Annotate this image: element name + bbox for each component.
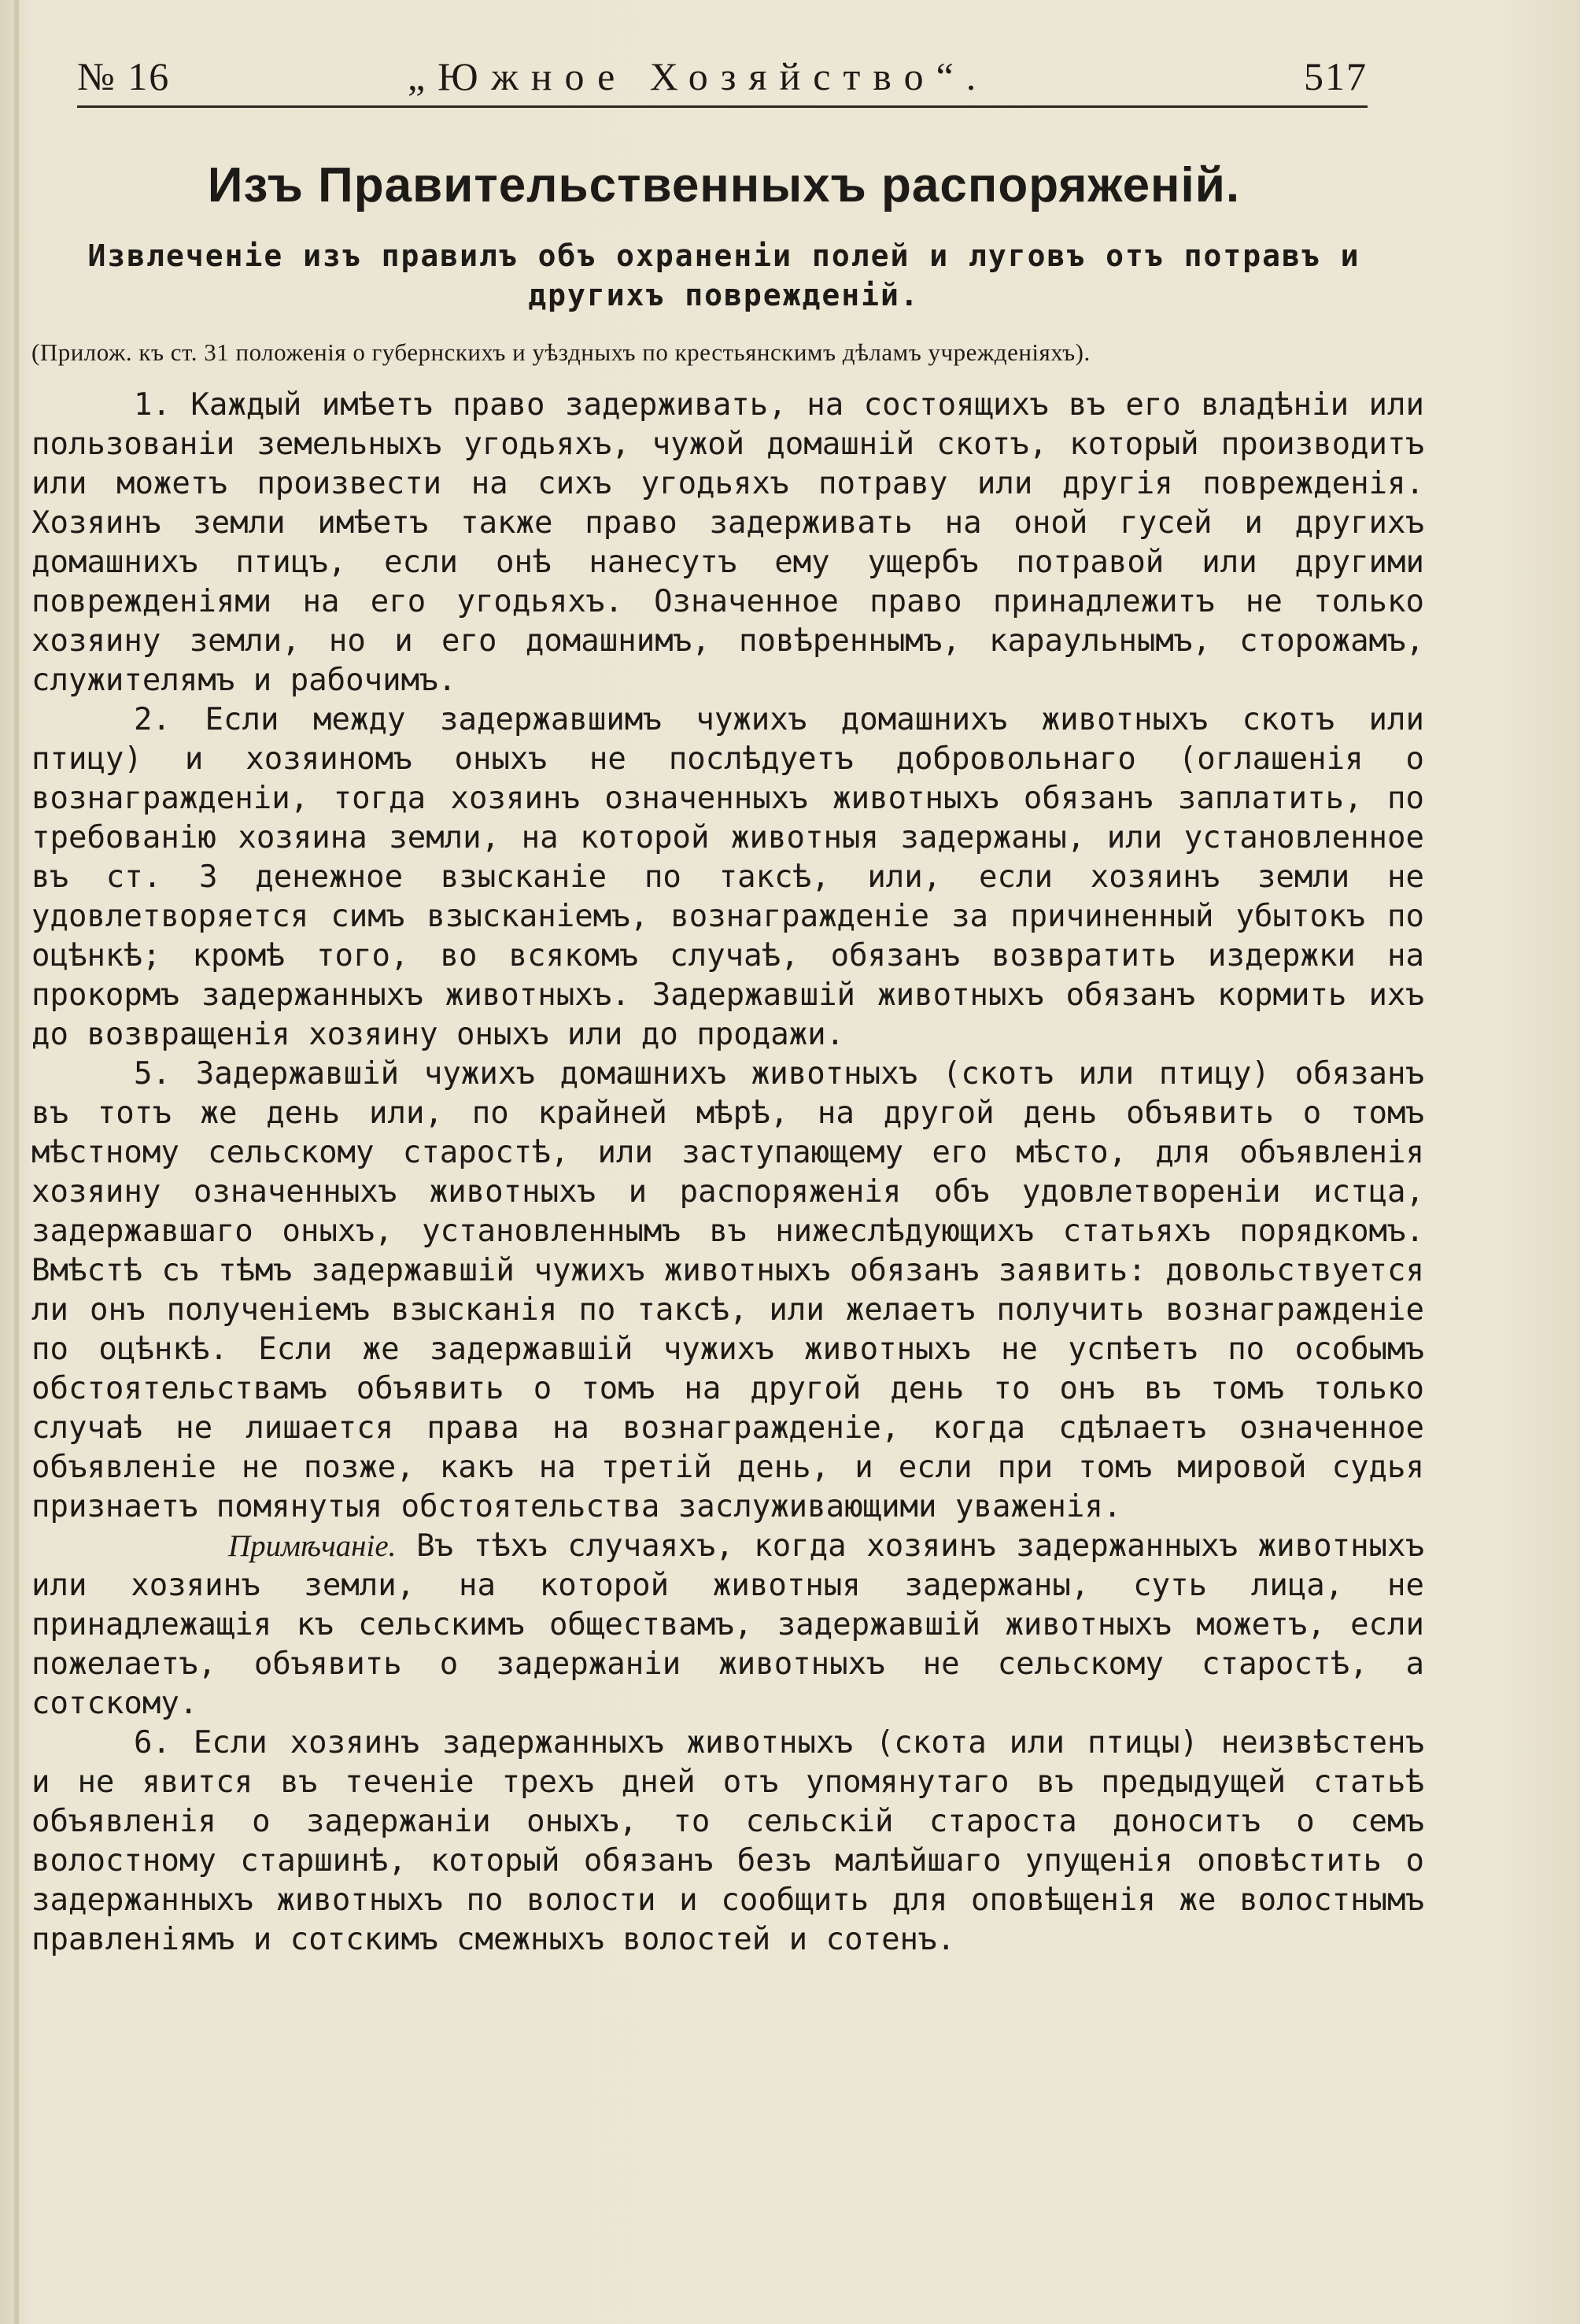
page-number: 517 (1304, 54, 1368, 98)
note-text: Въ тѣхъ случаяхъ, когда хозяинъ задержанныхъ животныхъ или хозяинъ земли, на которой животныя задержаны, суть лица, не принадлежащія къ сельскимъ обществамъ, задержавшій животныхъ можетъ, если пожелаетъ, объявить о задержаніи животныхъ не сельскому старостѣ, а сотскому. (31, 1528, 1425, 1721)
paragraph-2: 2. Если между задержавшимъ чужихъ домашнихъ животныхъ скотъ или птицу) и хозяиномъ оныхъ не послѣдуетъ добровольнаго (оглашенія о вознагражденіи, тогда хозяинъ означенныхъ животныхъ обязанъ заплатить, по требованію хозяина земли, на которой животныя задержаны, или установленное въ ст. 3 денежное взысканіе по таксѣ, или, если хозяинъ земли не удовлетворяется симъ взысканіемъ, вознагражденіе за причиненный убытокъ по оцѣнкѣ; кромѣ того, во всякомъ случаѣ, обязанъ возвратить издержки на прокормъ задержанныхъ животныхъ. Задержавшій животныхъ обязанъ кормить ихъ до возвращенія хозяину оныхъ или до продажи. (31, 702, 1424, 1052)
paragraph-5: 5. Задержавшій чужихъ домашнихъ животныхъ (скотъ или птицу) обязанъ въ тотъ же день или, по крайней мѣрѣ, на другой день объявить о томъ мѣстному сельскому старостѣ, или заступающему его мѣсто, для объявленія хозяину означенныхъ животныхъ и распоряженія объ удовлетвореніи истца, задержавшаго оныхъ, установленнымъ въ нижеслѣдующихъ статьяхъ порядкомъ. Вмѣстѣ съ тѣмъ задержавшій чужихъ животныхъ обязанъ заявить: довольствуется ли онъ полученіемъ взысканія по таксѣ, или желаетъ получить вознагражденіе по оцѣнкѣ. Если же задержавшій чужихъ животныхъ не успѣетъ по особымъ обстоятельствамъ объявить о томъ на другой день то онъ въ томъ только случаѣ не лишается права на вознагражденіе, когда сдѣлаетъ означенное объявленіе не позже, какъ на третій день, и если при томъ мировой судья признаетъ помянутыя обстоятельства заслуживающими уваженія. (31, 1056, 1424, 1524)
article-title: Изъ Правительственныхъ распоряженій. (207, 158, 1241, 212)
issue-number: № 16 (77, 54, 171, 98)
paragraph-1: 1. Каждый имѣетъ право задерживать, на состоящихъ въ его владѣніи или пользованіи земельныхъ угодьяхъ, чужой домашній скотъ, который производитъ или можетъ произвести на сихъ угодьяхъ потраву или другія поврежденія. Хозяинъ земли имѣетъ также право задерживать на оной гусей и другихъ домашнихъ птицъ, если онѣ нанесутъ ему ущербъ потравой или другими поврежденіями на его угодьяхъ. Означенное право принадлежитъ не только хозяину земли, но и его домашнимъ, повѣреннымъ, караульнымъ, сторожамъ, служителямъ и рабочимъ. (31, 387, 1424, 698)
footnote-paragraph (31, 1527, 1424, 1724)
article-subtitle: Извлеченіе изъ правилъ объ охраненіи полей и луговъ отъ потравъ и другихъ поврежденій. (87, 238, 1360, 312)
binding-edge (14, 0, 19, 2324)
header-rule (77, 105, 1368, 108)
running-header (77, 54, 1368, 109)
source-note: (Прилож. къ ст. 31 положенія о губернскихъ и уѣздныхъ по крестьянскимъ дѣламъ учрежденіяхъ). (31, 338, 1091, 366)
note-lead: Примѣчаніе. (228, 1529, 397, 1563)
paragraph-6: 6. Если хозяинъ задержанныхъ животныхъ (скота или птицы) неизвѣстенъ и не явится въ теченіе трехъ дней отъ упомянутаго въ предыдущей статьѣ объявленія о задержаніи оныхъ, то сельскій староста доноситъ о семъ волостному старшинѣ, который обязанъ безъ малѣйшаго упущенія оповѣстить о задержанныхъ животныхъ по волости и сообщить для оповѣщенія же волостнымъ правленіямъ и сотскимъ смежныхъ волостей и сотенъ. (31, 1725, 1424, 1957)
journal-title: „Южное Хозяйство“. (408, 54, 989, 98)
article-body (31, 386, 1424, 1960)
